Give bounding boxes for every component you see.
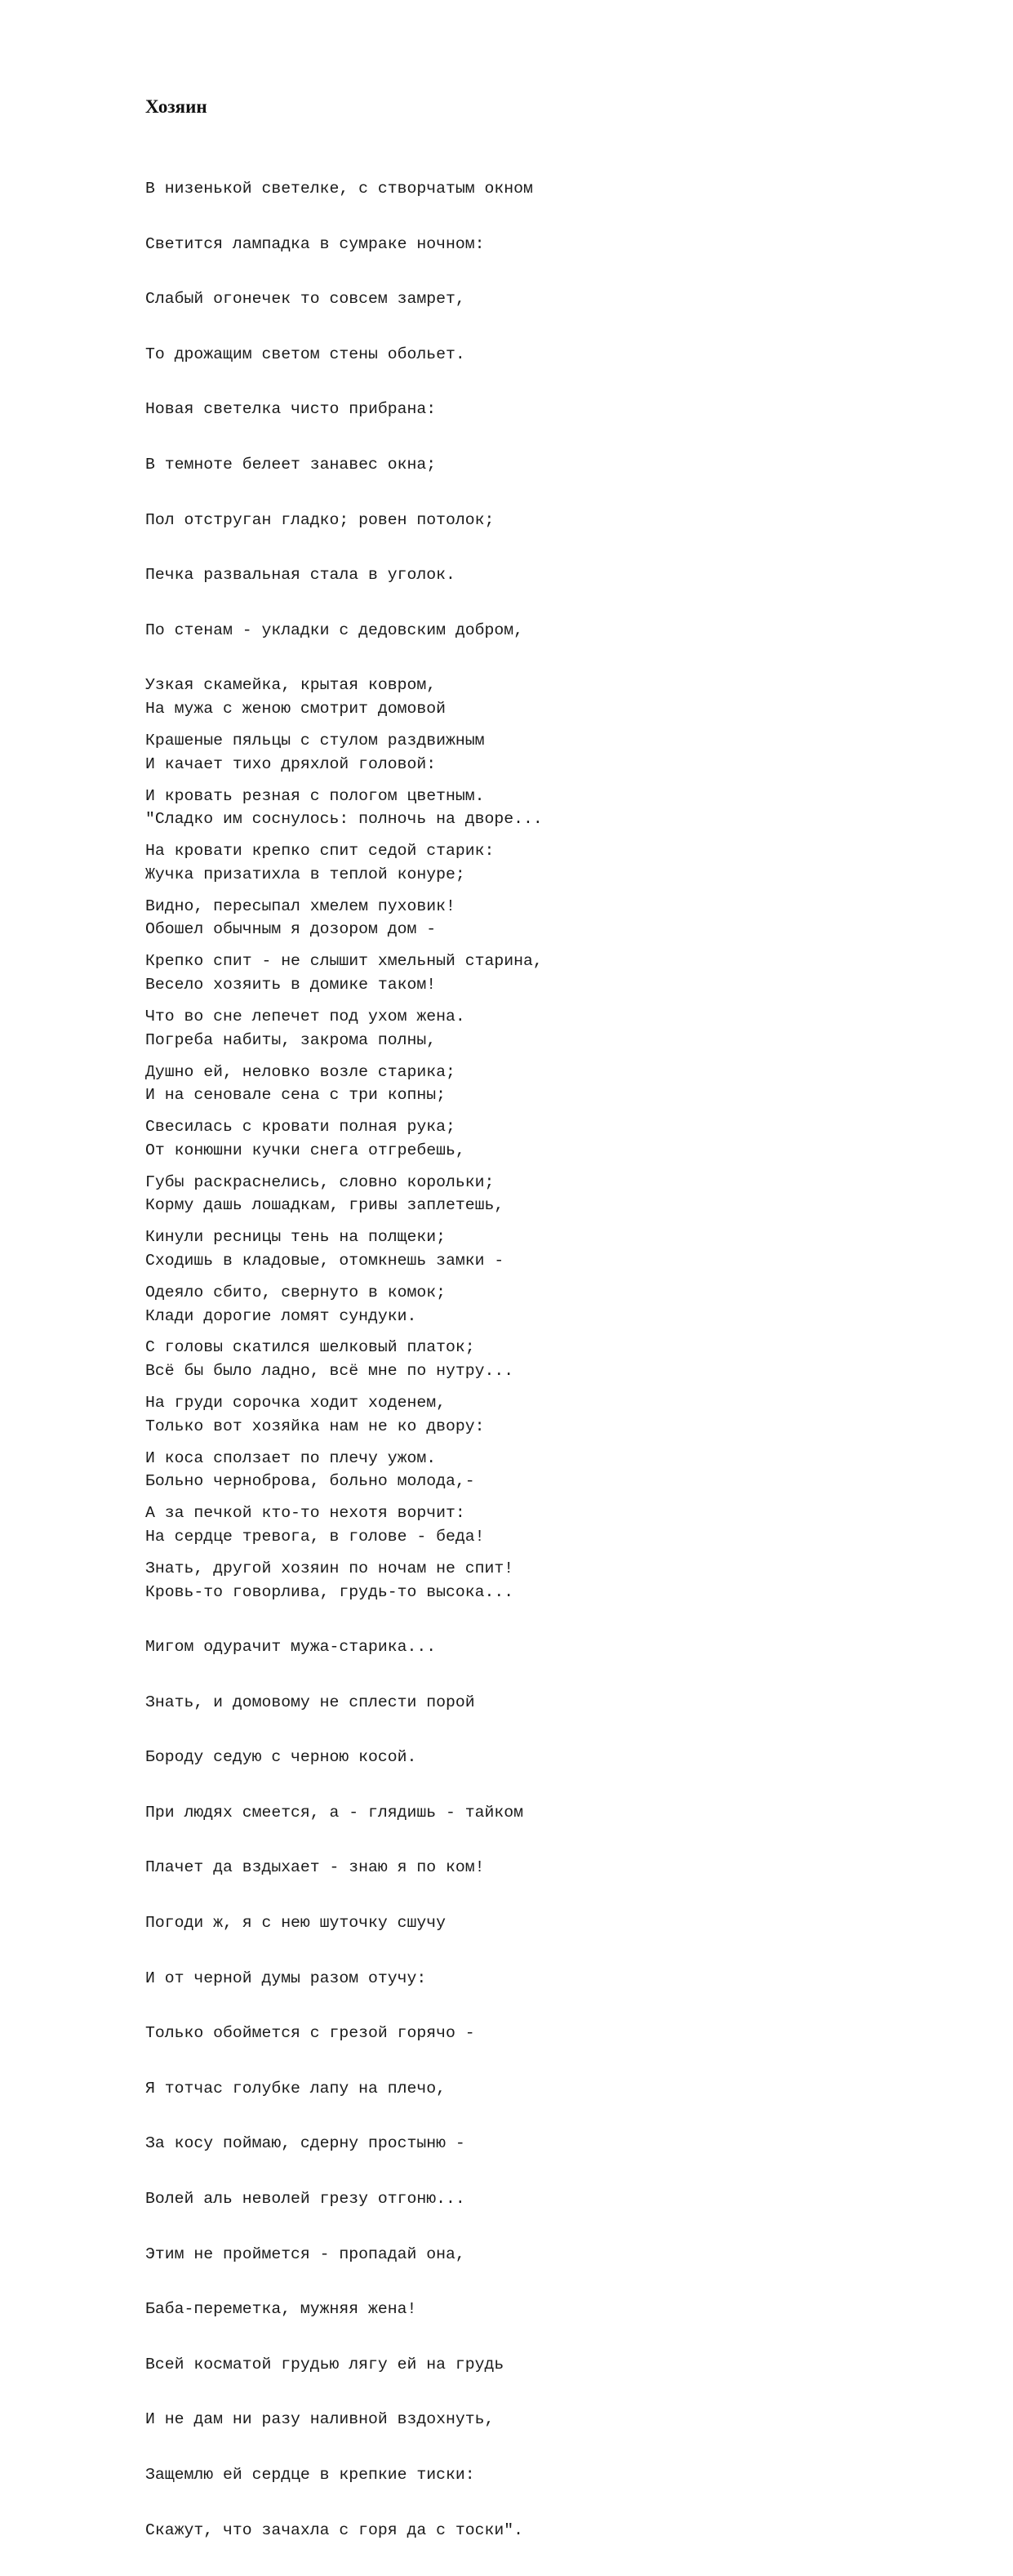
poem-line: При людях смеется, а - глядишь - тайком [145, 1803, 523, 1822]
poem-line: "Сладко им соснулось: полночь на дворе... [145, 810, 543, 829]
poem-line: Кинули ресницы тень на полщеки; [145, 1228, 446, 1247]
poem-line: Мигом одурачит мужа-старика... [145, 1638, 437, 1657]
poem-line: Этим не проймется - пропадай она, [145, 2245, 465, 2263]
poem-line: По стенам - укладки с дедовским добром, [145, 621, 523, 639]
poem-line: Плачет да вздыхает - знаю я по ком! [145, 1858, 485, 1877]
poem-line: В низенькой светелке, с створчатым окном [145, 180, 533, 198]
poem-line: Кровь-то говорлива, грудь-то высока... [145, 1582, 514, 1601]
poem-line: И качает тихо дряхлой головой: [145, 754, 437, 773]
poem-line: И от черной думы разом отучу: [145, 1969, 427, 1987]
poem-line: Всей косматой грудью лягу ей на грудь [145, 2355, 504, 2374]
poem-line: Знать, другой хозяин по ночам не спит! [145, 1559, 514, 1577]
poem-line: Всё бы было ладно, всё мне по нутру... [145, 1362, 514, 1381]
poem-line: То дрожащим светом стены обольет. [145, 345, 465, 363]
poem-line: На кровати крепко спит седой старик: [145, 842, 495, 861]
poem-line: Слабый огонечек то совсем замрет, [145, 290, 465, 309]
poem-line: Клади дорогие ломят сундуки. [145, 1306, 417, 1325]
poem-line: Баба-переметка, мужняя жена! [145, 2300, 417, 2319]
poem-line: От конюшни кучки снега отгребешь, [145, 1141, 465, 1159]
poem-line: Скажут, что зачахла с горя да с тоски". [145, 2520, 523, 2539]
poem-line: Бороду седую с черною косой. [145, 1748, 417, 1767]
poem-line: За косу поймаю, сдерну простыню - [145, 2134, 465, 2153]
poem-line: На груди сорочка ходит ходенем, [145, 1394, 446, 1413]
poem-line: Видно, пересыпал хмелем пуховик! [145, 896, 455, 915]
poem-line: И на сеновале сена с три копны; [145, 1086, 446, 1105]
stanza-2 [145, 664, 543, 2576]
poem-line: Защемлю ей сердце в крепкие тиски: [145, 2466, 475, 2484]
poem-line: Только вот хозяйка нам не ко двору: [145, 1417, 485, 1435]
poem-line: Больно черноброва, больно молода,- [145, 1472, 475, 1491]
poem-line: И коса сползает по плечу ужом. [145, 1448, 437, 1467]
poem-line: Погреба набиты, закрома полны, [145, 1030, 437, 1049]
poem-line: Весело хозяить в домике таком! [145, 975, 437, 994]
poem-line: Одеяло сбито, свернуто в комок; [145, 1283, 446, 1301]
poem-line: Светится лампадка в сумраке ночном: [145, 234, 485, 253]
poem-line: На мужа с женою смотрит домовой [145, 700, 446, 718]
poem-line: Волей аль неволей грезу отгоню... [145, 2190, 465, 2209]
poem-line: А за печкой кто-то нехотя ворчит: [145, 1504, 465, 1523]
poem-line: С головы скатился шелковый платок; [145, 1338, 475, 1357]
poem-line: Знать, и домовому не сплести порой [145, 1693, 475, 1711]
poem-line: Погоди ж, я с нею шуточку сшучу [145, 1914, 446, 1933]
poem-line: Крепко спит - не слышит хмельный старина, [145, 952, 543, 971]
poem-line: Печка развальная стала в уголок. [145, 566, 455, 585]
poem-line: Крашеные пяльцы с стулом раздвижным [145, 731, 485, 750]
poem-line: На сердце тревога, в голове - беда! [145, 1527, 485, 1546]
poem-line: Обошел обычным я дозором дом - [145, 920, 437, 939]
poem-line: В темноте белеет занавес окна; [145, 455, 437, 474]
poem-line: Корму дашь лошадкам, гривы заплетешь, [145, 1196, 504, 1215]
poem-line: Свесилась с кровати полная рука; [145, 1118, 455, 1137]
poem-line: Только обоймется с грезой горячо - [145, 2024, 475, 2043]
poem-line: И кровать резная с пологом цветным. [145, 786, 485, 805]
poem-title: Хозяин [145, 96, 207, 117]
poem-line: Сходишь в кладовые, отомкнешь замки - [145, 1251, 504, 1270]
poem-line: Душно ей, неловко возле старика; [145, 1062, 455, 1081]
poem-line: Новая светелка чисто прибрана: [145, 400, 437, 419]
poem-line: Что во сне лепечет под ухом жена. [145, 1007, 465, 1026]
poem-line: Губы раскраснелись, словно корольки; [145, 1172, 495, 1191]
poem-line: Жучка призатихла в теплой конуре; [145, 865, 465, 883]
poem-line: Я тотчас голубке лапу на плечо, [145, 2079, 446, 2098]
poem-line: Пол отструган гладко; ровен потолок; [145, 510, 495, 529]
poem-line: Узкая скамейка, крытая ковром, [145, 676, 437, 695]
poem-line: И не дам ни разу наливной вздохнуть, [145, 2410, 495, 2429]
